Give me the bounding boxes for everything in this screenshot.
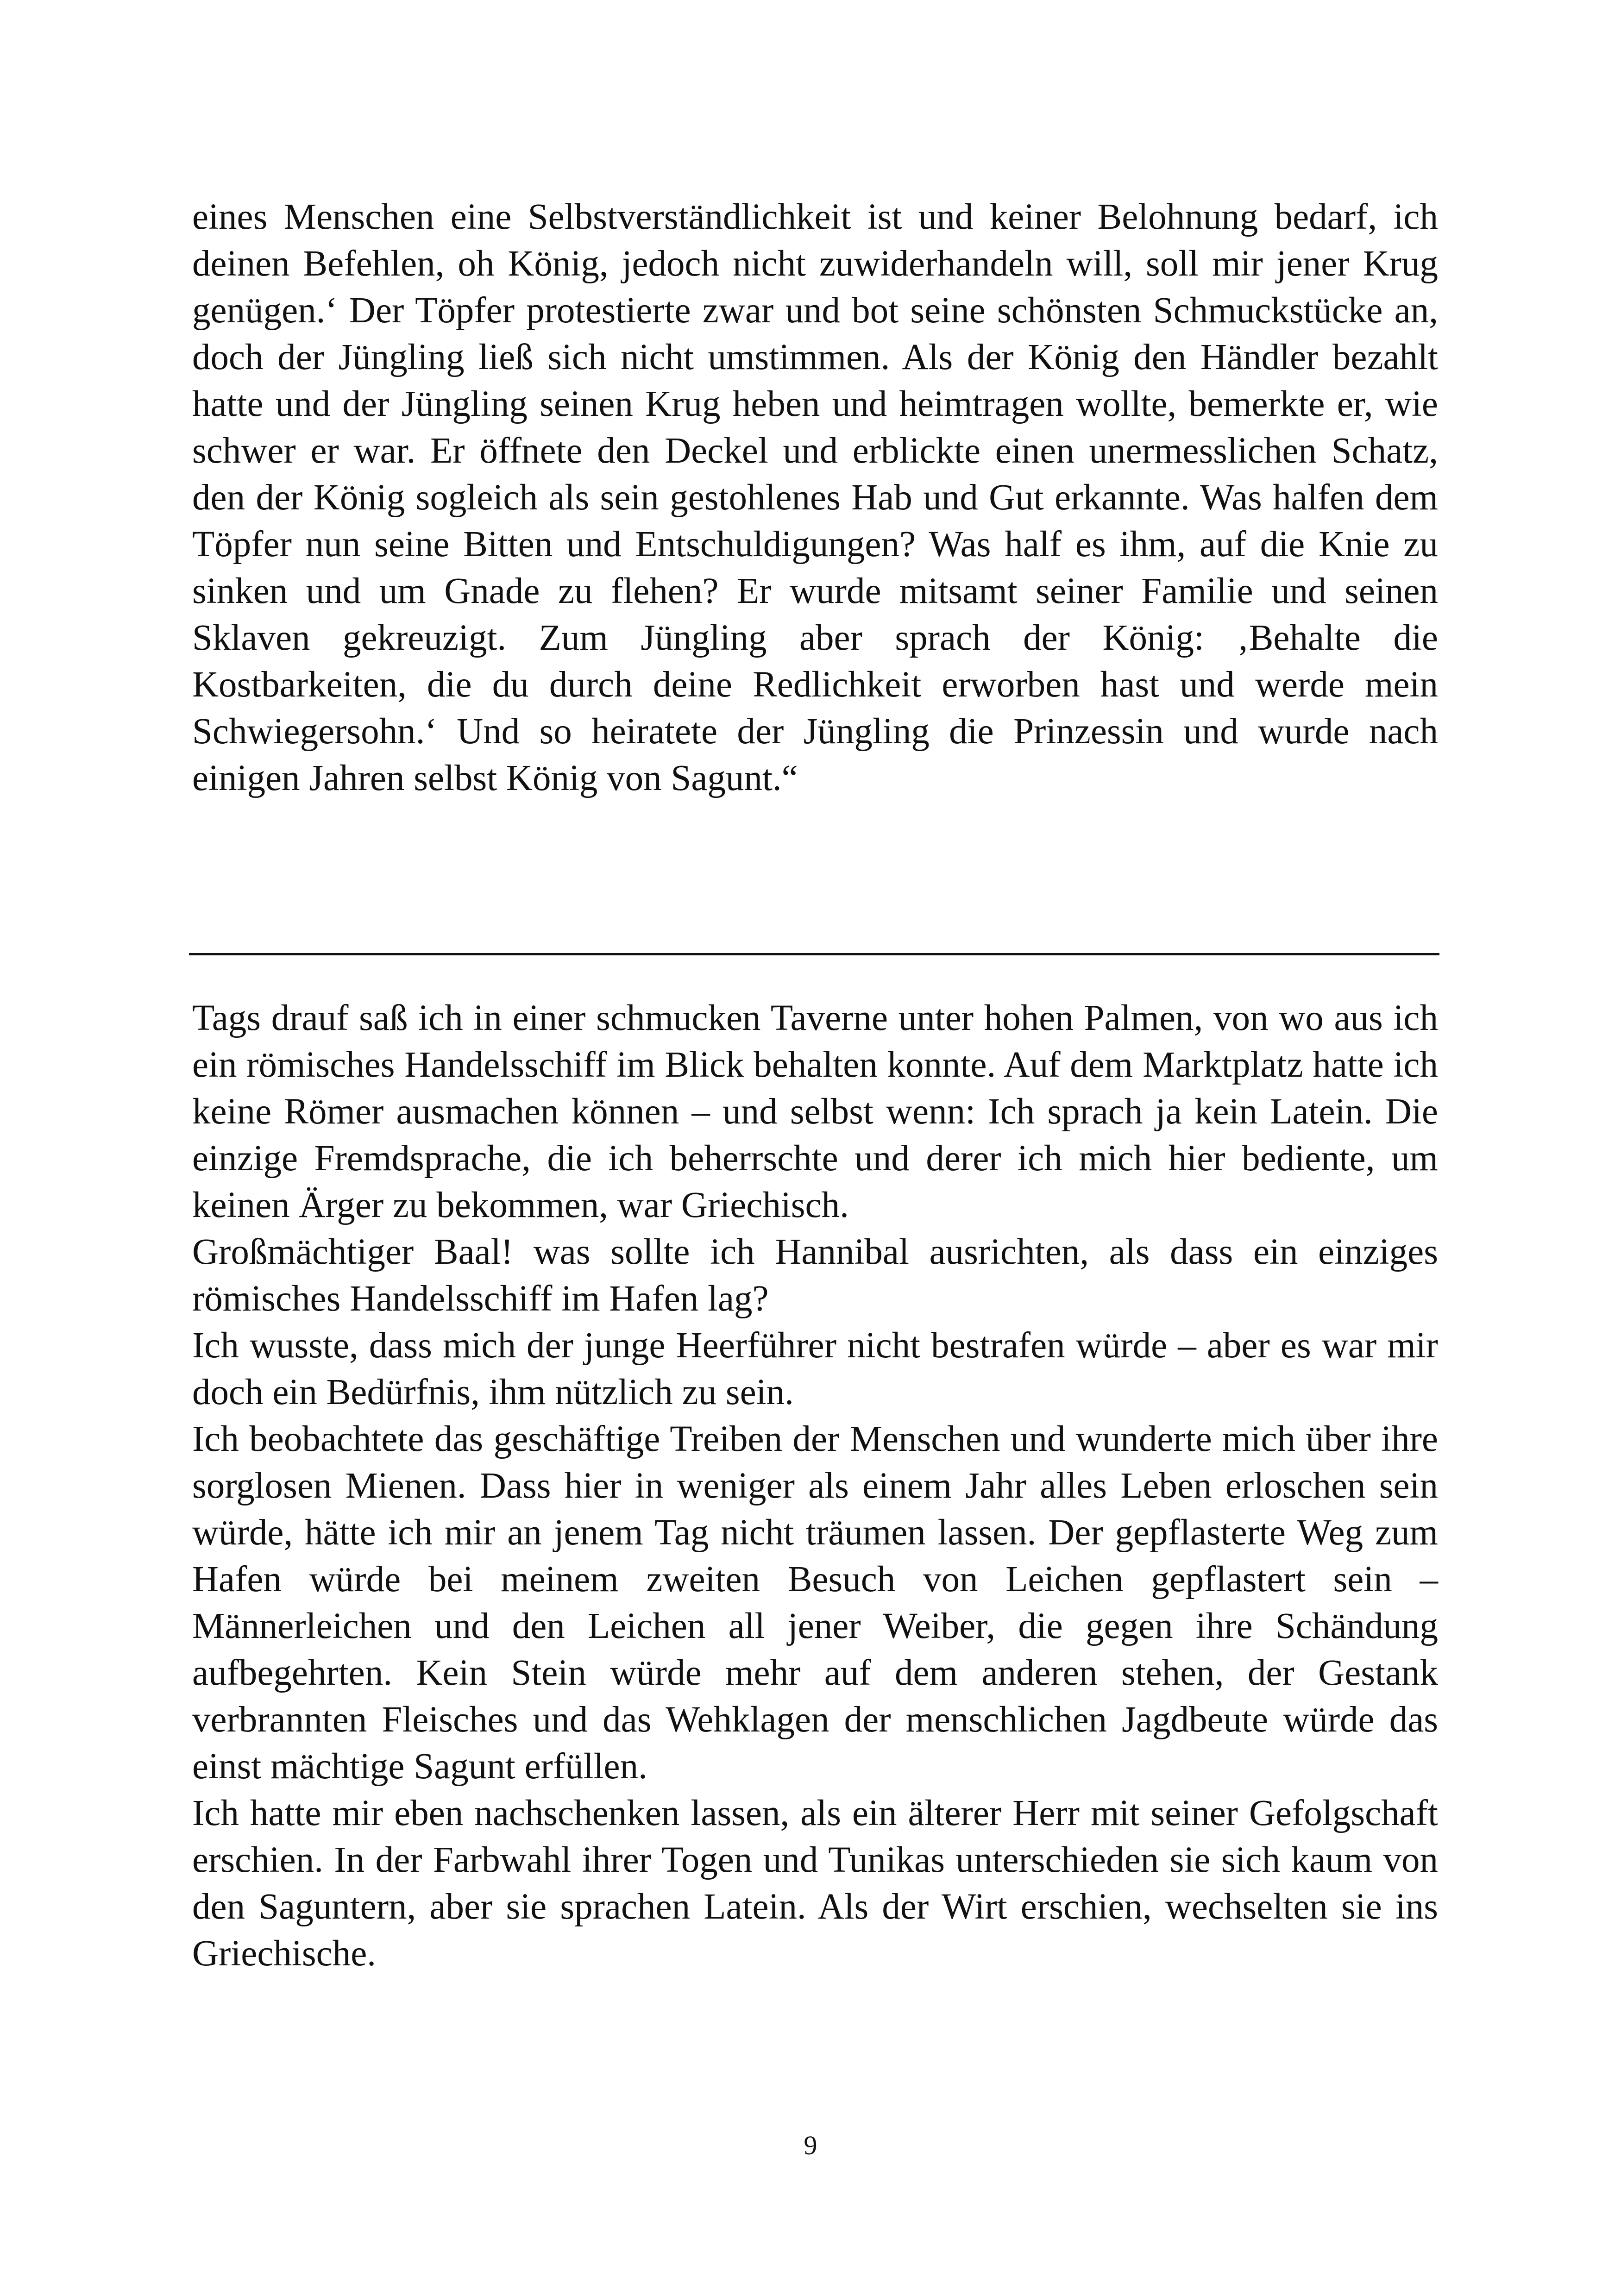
paragraph: Ich hatte mir eben nachschenken lassen, als ein älterer Herr mit seiner Gefolgschaft erschien. In der Farbwahl ihrer Togen und Tunikas unterschieden sie sich kaum von den Saguntern, aber sie sprachen Latein. Als der Wirt erschien, wechselten sie ins Griechische. [192,1793,1438,1974]
paragraph: Tags drauf saß ich in einer schmucken Taverne unter hohen Palmen, von wo aus ich ein römisches Handelsschiff im Blick behalten konnte. Auf dem Marktplatz hatte ich keine Römer ausmachen können – und selbst wenn: Ich sprach ja kein Latein. Die einzige Fremdsprache, die ich beherrschte und derer ich mich hier bediente, um keinen Ärger zu bekommen, war Griechisch. [192,998,1438,1225]
section-divider [189,953,1439,955]
paragraph: Ich beobachtete das geschäftige Treiben der Menschen und wunderte mich über ihre sorglosen Mienen. Dass hier in weniger als einem Jahr alles Leben erloschen sein würde, hätte ich mir an jenem Tag nicht träumen lassen. Der gepflasterte Weg zum Hafen würde bei meinem zweiten Besuch von Leichen gepflastert sein – Männerleichen und den Leichen all jener Weiber, die gegen ihre Schändung aufbegehrten. Kein Stein würde mehr auf dem anderen stehen, der Gestank verbrannten Fleisches und das Wehklagen der menschlichen Jagdbeute würde das einst mächtige Sagunt erfüllen. [192,1419,1438,1787]
paragraph-continued: eines Menschen eine Selbstverständlichkeit ist und keiner Belohnung bedarf, ich deinen Befehlen, oh König, jedoch nicht zuwiderhandeln will, soll mir jener Krug genügen.‘ Der Töpfer protestierte zwar und bot seine schönsten Schmuckstücke an, doch der Jüngling ließ sich nicht umstimmen. Als der König den Händler bezahlt hatte und der Jüngling seinen Krug heben und heimtragen wollte, bemerkte er, wie schwer er war. Er öffnete den Deckel und erblickte einen unermesslichen Schatz, den der König sogleich als sein gestohlenes Hab und Gut erkannte. Was halfen dem Töpfer nun seine Bitten und Entschuldigungen? Was half es ihm, auf die Knie zu sinken und um Gnade zu flehen? Er wurde mitsamt seiner Familie und seinen Sklaven gekreuzigt. Zum Jüngling aber sprach der König: ‚Behalte die Kostbarkeiten, die du durch deine Redlichkeit erworben hast und werde mein Schwiegersohn.‘ Und so heiratete der Jüngling die Prinzessin und wurde nach einigen Jahren selbst König von Sagunt.“ [192,197,1438,798]
paragraph: Großmächtiger Baal! was sollte ich Hannibal ausrichten, als dass ein einziges römisches Handelsschiff im Hafen lag? [192,1232,1438,1319]
paragraph: Ich wusste, dass mich der junge Heerführer nicht bestrafen würde – aber es war mir doch ein Bedürfnis, ihm nützlich zu sein. [192,1325,1438,1412]
text-block-top [192,194,1438,802]
text-block-bottom [192,995,1438,1977]
page-number: 9 [804,2130,817,2160]
